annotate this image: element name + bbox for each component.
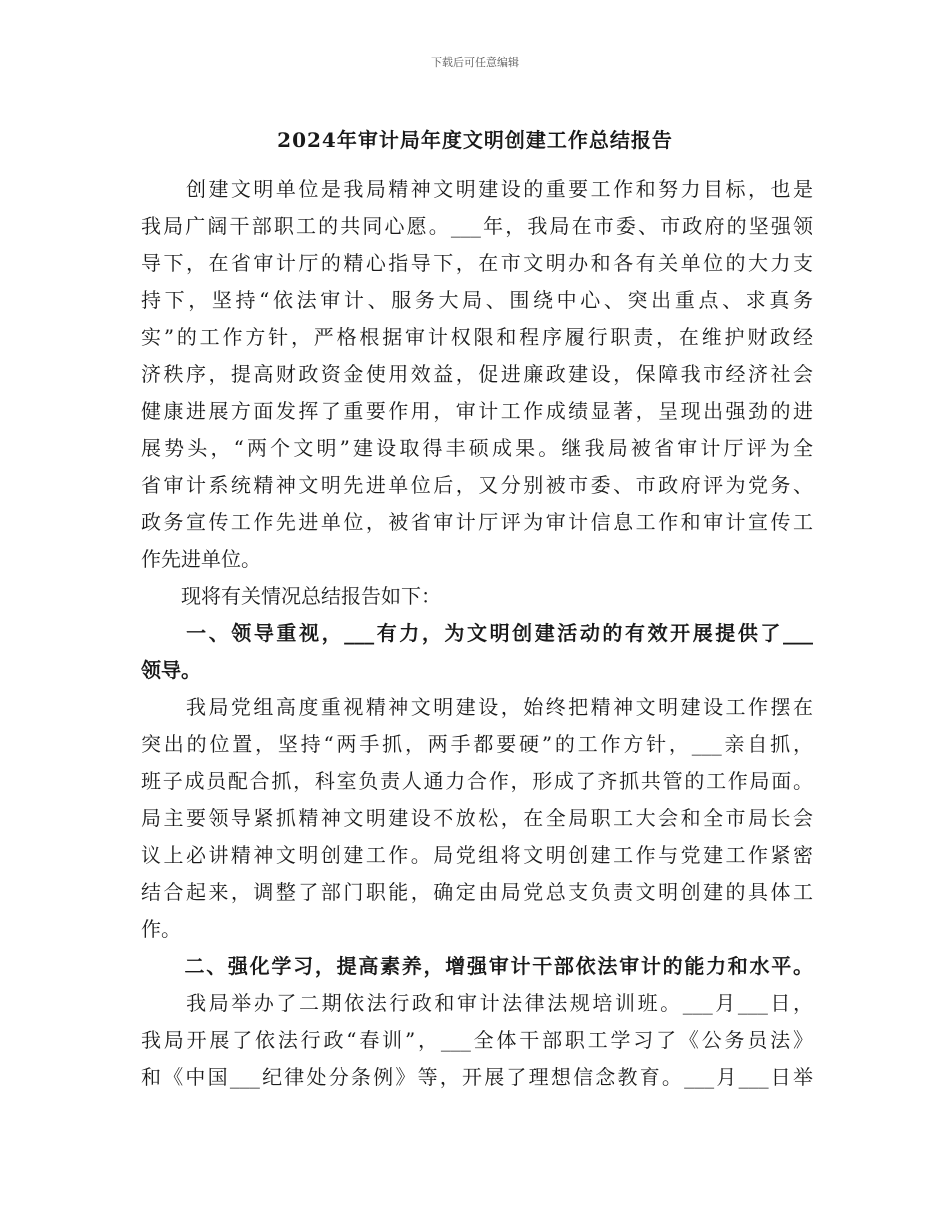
document-title: 2024年审计局年度文明创建工作总结报告 (277, 128, 673, 152)
body-text-line: 导下，在省审计厅的精心指导下，在市文明办和各有关单位的大力支 (141, 251, 813, 275)
section-heading-line: 领导。 (141, 658, 201, 682)
body-text-line: 和《中国___纪律处分条例》等，开展了理想信念教育。___月___日举 (141, 1065, 813, 1089)
body-text-line: 创建文明单位是我局精神文明建设的重要工作和努力目标，也是 (141, 177, 813, 201)
body-text-line: 我局党组高度重视精神文明建设，始终把精神文明建设工作摆在 (141, 695, 813, 719)
body-text-line: 议上必讲精神文明创建工作。局党组将文明创建工作与党建工作紧密 (141, 843, 813, 867)
body-text-line: 济秩序，提高财政资金使用效益，促进廉政建设，保障我市经济社会 (141, 362, 813, 386)
page-header: 下载后可任意编辑 (431, 56, 519, 69)
body-text-line: 结合起来，调整了部门职能，确定由局党总支负责文明创建的具体工 (141, 880, 813, 904)
body-text-line: 实”的工作方针，严格根据审计权限和程序履行职责，在维护财政经 (141, 325, 813, 349)
body-text-line: 我局举办了二期依法行政和审计法律法规培训班。___月___日， (141, 991, 813, 1015)
document-body (141, 171, 813, 1096)
body-text-line: 展势头，“两个文明”建设取得丰硕成果。继我局被省审计厅评为全 (141, 436, 813, 460)
body-text-line: 省审计系统精神文明先进单位后，又分别被市委、市政府评为党务、 (141, 473, 813, 497)
body-text-line: 突出的位置，坚持“两手抓，两手都要硬”的工作方针，___亲自抓， (141, 732, 813, 756)
body-text-line: 局主要领导紧抓精神文明建设不放松，在全局职工大会和全市局长会 (141, 806, 813, 830)
body-text-line: 政务宣传工作先进单位，被省审计厅评为审计信息工作和审计宣传工 (141, 510, 813, 534)
body-text-line: 我局广阔干部职工的共同心愿。___年，我局在市委、市政府的坚强领 (141, 214, 813, 238)
body-text-line: 现将有关情况总结报告如下： (141, 584, 441, 608)
body-text-line: 作。 (141, 917, 181, 941)
section-heading-line: 一、领导重视，___有力，为文明创建活动的有效开展提供了___ (141, 621, 813, 645)
body-text-line: 持下，坚持“依法审计、服务大局、围绕中心、突出重点、求真务 (141, 288, 813, 312)
body-text-line: 我局开展了依法行政“春训”，___全体干部职工学习了《公务员法》 (141, 1028, 813, 1052)
section-heading-line: 二、强化学习，提高素养，增强审计干部依法审计的能力和水平。 (141, 954, 813, 978)
body-text-line: 健康进展方面发挥了重要作用，审计工作成绩显著，呈现出强劲的进 (141, 399, 813, 423)
body-text-line: 作先进单位。 (141, 547, 261, 571)
body-text-line: 班子成员配合抓，科室负责人通力合作，形成了齐抓共管的工作局面。 (141, 769, 813, 793)
